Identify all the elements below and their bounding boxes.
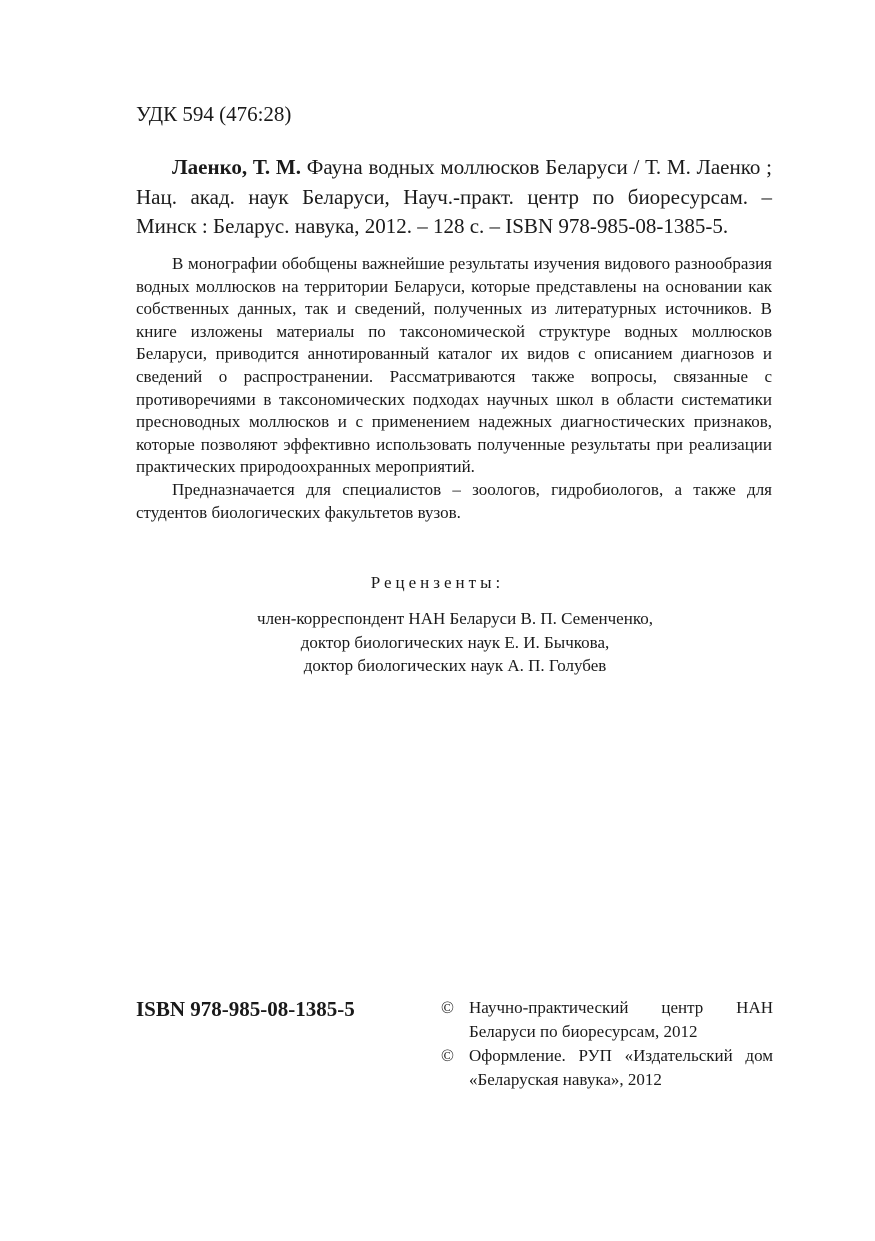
udk-code: УДК 594 (476:28) xyxy=(136,102,292,126)
abstract-paragraph: В монографии обобщены важнейшие результаты изучения видового разнообразия водных моллюсков на территории Беларуси, которые представлены на основании как собственных данных, так и сведений, полученных из литературных источников. В книге изложены материалы по таксономической структуре водных моллюсков Беларуси, приводится аннотированный каталог их видов с описанием диагнозов и сведений о распространении. Рассматриваются также вопросы, связанные с противоречиями в таксономических подходах научных школ в области систематики пресноводных моллюсков и с применением надежных диагностических признаков, которые позволяют эффективно использовать полученные результаты при реализации практических природоохранных мероприятий. xyxy=(136,254,772,477)
bibliographic-record xyxy=(136,153,772,242)
copyright-symbol: © xyxy=(441,1046,454,1065)
copyright-item xyxy=(441,996,773,1044)
bibliographic-description: Фауна водных моллюсков Беларуси / Т. М. Лаенко ; Нац. акад. наук Беларуси, Науч.-практ. центр по биоресурсам. – Минск : Беларус. навука, 2012. – 128 с. – ISBN 978-985-08-1385-5. xyxy=(136,155,772,238)
copyright-symbol: © xyxy=(441,998,454,1017)
copyright-block xyxy=(441,996,773,1092)
abstract xyxy=(136,253,772,524)
reviewers-list xyxy=(0,607,875,678)
copyright-text: Оформление. РУП «Издательский дом «Беларуская навука», 2012 xyxy=(469,1046,773,1089)
audience-paragraph: Предназначается для специалистов – зоологов, гидробиологов, а также для студентов биологических факультетов вузов. xyxy=(136,479,772,522)
reviewer-item: член-корреспондент НАН Беларуси В. П. Семенченко, xyxy=(257,609,653,628)
reviewer-item: доктор биологических наук А. П. Голубев xyxy=(303,656,607,675)
isbn-number: ISBN 978-985-08-1385-5 xyxy=(136,997,355,1021)
reviewers-heading: Рецензенты: xyxy=(370,573,505,592)
copyright-item xyxy=(441,1044,773,1092)
copyright-text: Научно-практический центр НАН Беларуси по биоресурсам, 2012 xyxy=(469,998,773,1041)
reviewer-item: доктор биологических наук Е. И. Бычкова, xyxy=(300,632,610,652)
author-name: Лаенко, Т. М. xyxy=(172,155,301,179)
